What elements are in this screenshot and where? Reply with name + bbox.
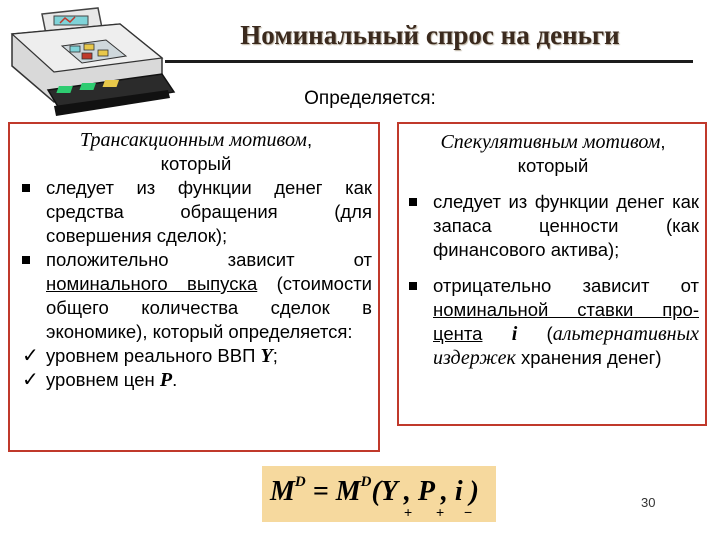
title-underline [165,60,693,63]
sign-i: − [464,504,473,520]
list-item: следует из функции денег как запаса ценности (как финансового актива); [407,190,699,262]
page-number: 30 [641,495,656,510]
money-demand-formula: $M^D = M^D(Y$ , P , i ) [262,466,496,522]
speculative-motive-box [397,122,707,426]
square-bullet-icon [22,176,42,200]
page-title: Номинальный спрос на деньги [240,20,620,50]
list-item: отрицательно зависит от номинальной ставки про- цента i (альтернативных издержек хранения денег) [407,274,699,370]
transaction-motive-box [8,122,380,452]
sign-y: + [404,504,413,520]
subtitle: Определяется: [304,88,436,109]
list-item: ✓ уровнем цен P. [22,369,178,391]
transaction-motive-heading: Трансакционным мотивом, который [79,129,313,174]
cash-register-icon [2,6,177,121]
sign-p: + [436,504,445,520]
speculative-motive-heading: Спекулятивным мотивом, который [440,131,666,176]
list-item: ✓ уровнем реального ВВП Y; [22,345,278,367]
list-item: следует из функции денег как средства обращения (для совершения сделок); [20,176,372,248]
square-bullet-icon [409,274,429,298]
square-bullet-icon [409,190,429,214]
check-mark-icon: ✓ [22,345,39,367]
list-item: положительно зависит от номинального выпуска (стоимости общего количества сделок в экономике), который определяется: [20,248,372,344]
check-mark-icon: ✓ [22,369,39,391]
square-bullet-icon [22,248,42,272]
